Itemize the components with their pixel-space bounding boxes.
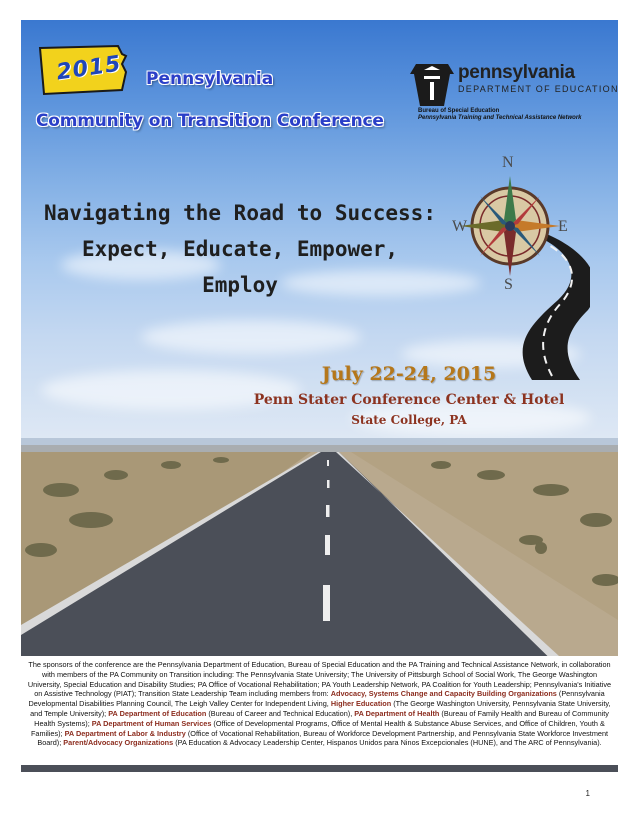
compass-west: W — [452, 218, 468, 235]
sponsor-group-pa-health: PA Department of Health — [354, 708, 440, 718]
compass-south: S — [504, 276, 513, 293]
pde-logo — [410, 62, 619, 128]
pde-name: pennsylvania — [458, 62, 575, 83]
sponsors-text-8: (PA Education & Advocacy Leadership Center, Hispanos Unidos para Ninos Excepcionales (HUNE), and The ARC of Pennsylvania). — [173, 738, 602, 748]
sponsors-text-1: The sponsors of the conference are the Pennsylvania Department of Education, Bureau of Special Education and the PA Training and Technical Assistance Network, in collaboration with members of the PA Community on Transition including: The Pennsylvania State University; The University of Pittsburgh School of Social Work, The George Washington University, Special Education and Disability Studies; PA Office of Vocational Rehabilitation; PA Youth Leadership Network, PA Coalition for Youth Leadership; Pennsylvania's Initiative on Assistive Technology (PIAT); Transition State Leadership Team including members from: — [27, 660, 612, 699]
compass-graphic — [440, 150, 590, 380]
keystone-icon — [410, 62, 454, 114]
badge-year: 2015 — [54, 51, 124, 86]
sponsors-text — [21, 656, 618, 765]
sponsor-group-pa-education: PA Department of Education — [108, 708, 207, 718]
sponsor-group-pa-human-services: PA Department of Human Services — [91, 718, 212, 728]
compass-east: E — [558, 218, 568, 235]
event-date: July 22-24, 2015 — [321, 363, 497, 385]
headline-line-1: Navigating the Road to Success: — [44, 201, 436, 225]
sponsors-text-7: (Office of Vocational Rehabilitation, Bureau of Workforce Development Partnership, and Pennsylvania State Workforce Investment Board); — [37, 728, 609, 748]
sponsors-text-6: (Office of Developmental Programs, Office of Mental Health & Substance Abuse Services, and Office of Children, Youth & Families); — [30, 718, 605, 738]
pde-bureau: Bureau of Special Education — [418, 108, 500, 114]
conference-title: Community on Transition Conference — [36, 111, 384, 131]
sponsor-group-advocacy: Advocacy, Systems Change and Capacity Building Organizations — [330, 689, 557, 699]
headline — [40, 195, 440, 303]
compass-north: N — [502, 154, 514, 171]
compass-rose-icon — [440, 150, 590, 380]
event-city: State College, PA — [351, 413, 467, 427]
sponsors-text-3: (The George Washington University, Pennsylvania State University, and Temple University); — [30, 699, 611, 718]
event-venue: Penn Stater Conference Center & Hotel — [253, 392, 565, 408]
sponsor-group-pa-labor: PA Department of Labor & Industry — [64, 728, 186, 738]
conference-state: Pennsylvania — [146, 69, 274, 89]
headline-line-3: Employ — [202, 273, 278, 297]
sponsors-text-2: (Pennsylvania Developmental Disabilities Planning Council, The Leigh Valley Center for Independent Living, — [28, 689, 605, 709]
pde-department: DEPARTMENT OF EDUCATION — [458, 84, 619, 94]
page-number: 1 — [585, 789, 590, 798]
sponsors-text-4: (Bureau of Career and Technical Education), — [206, 708, 355, 718]
sponsors-text-5: (Bureau of Family Health and Bureau of Community Health Systems); — [34, 708, 609, 728]
pde-network: Pennsylvania Training and Technical Assistance Network — [418, 115, 582, 121]
sponsor-group-higher-education: Higher Education — [330, 699, 392, 709]
headline-line-2: Expect, Educate, Empower, — [81, 237, 399, 261]
sponsor-group-parent-advocacy: Parent/Advocacy Organizations — [63, 738, 174, 748]
